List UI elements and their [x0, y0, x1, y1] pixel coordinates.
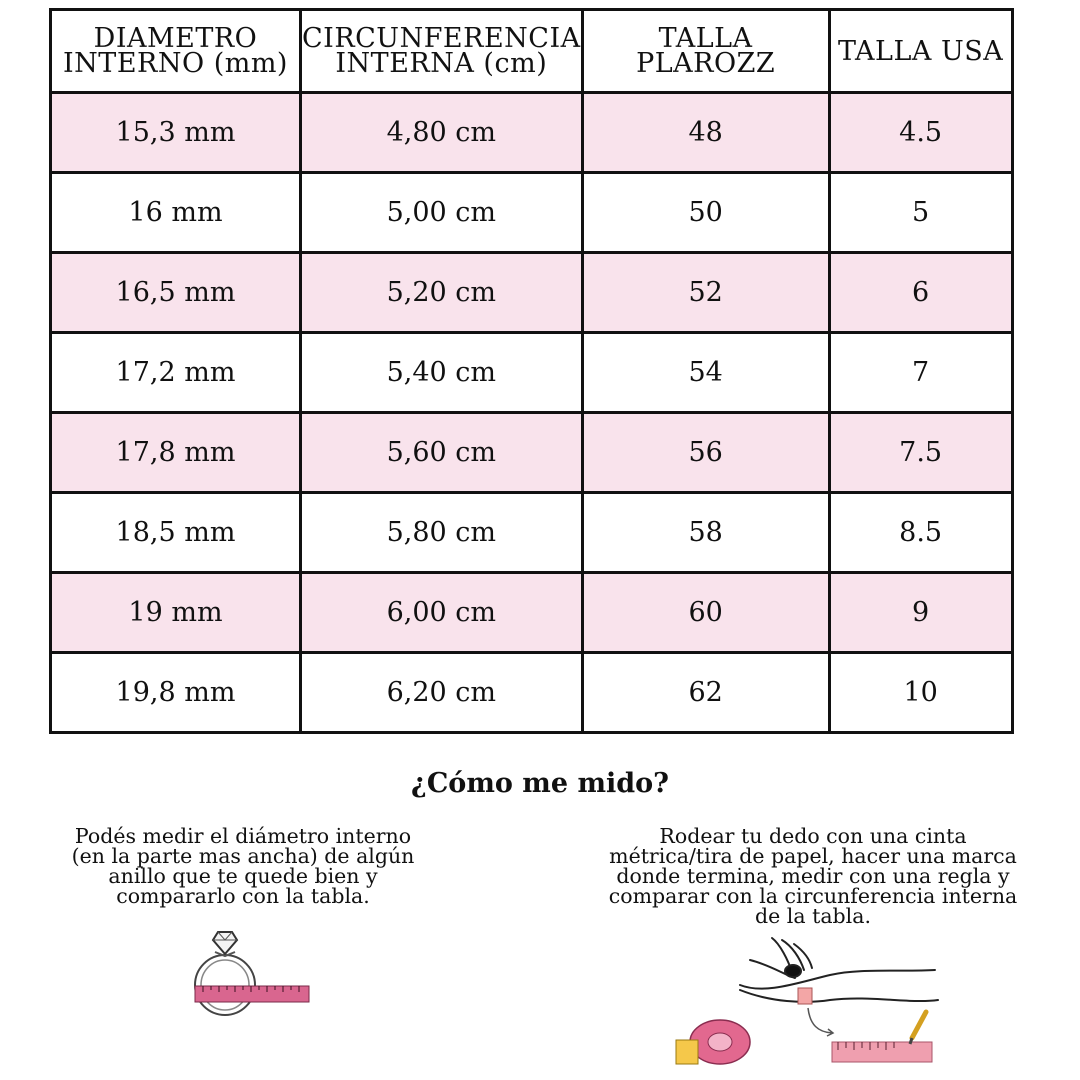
header-talla-usa: TALLA USA [829, 10, 1012, 93]
cell-diametro: 17,2 mm [51, 333, 301, 413]
cell-circunferencia: 6,00 cm [301, 573, 583, 653]
cell-talla-usa: 7 [829, 333, 1012, 413]
how-to-measure-title: ¿Cómo me mido? [411, 768, 669, 799]
header-circunferencia: CIRCUNFERENCIA INTERNA (cm) [301, 10, 583, 93]
table-row [51, 413, 1013, 493]
header-diametro: DIAMETRO INTERNO (mm) [51, 10, 301, 93]
cell-talla-plarozz: 62 [582, 653, 829, 733]
cell-talla-usa: 7.5 [829, 413, 1012, 493]
finger-measure-instructions: Rodear tu dedo con una cinta métrica/tira de papel, hacer una marca donde termina, medir con una regla y comparar con la circunferencia interna de la tabla. [608, 824, 1018, 928]
ruler-icon [195, 986, 309, 1002]
cell-circunferencia: 5,80 cm [301, 493, 583, 573]
ring-size-table [49, 8, 1014, 734]
cell-circunferencia: 4,80 cm [301, 93, 583, 173]
cell-talla-usa: 8.5 [829, 493, 1012, 573]
cell-talla-usa: 9 [829, 573, 1012, 653]
table-row [51, 573, 1013, 653]
cell-talla-usa: 4.5 [829, 93, 1012, 173]
cell-talla-usa: 6 [829, 253, 1012, 333]
cell-circunferencia: 5,40 cm [301, 333, 583, 413]
cell-talla-usa: 10 [829, 653, 1012, 733]
cell-diametro: 15,3 mm [51, 93, 301, 173]
table-row [51, 173, 1013, 253]
cell-talla-plarozz: 48 [582, 93, 829, 173]
table-header-row [51, 10, 1013, 93]
ring-measure-instructions: Podés medir el diámetro interno (en la parte mas ancha) de algún anillo que te quede bien y compararlo con la tabla. [71, 824, 415, 908]
cell-talla-usa: 5 [829, 173, 1012, 253]
table-row [51, 493, 1013, 573]
measuring-tape-icon [676, 1020, 750, 1064]
cell-talla-plarozz: 58 [582, 493, 829, 573]
cell-circunferencia: 5,20 cm [301, 253, 583, 333]
cell-circunferencia: 6,20 cm [301, 653, 583, 733]
hand-tape-illustration [670, 930, 950, 1070]
table-row [51, 253, 1013, 333]
cell-diametro: 19,8 mm [51, 653, 301, 733]
cell-diametro: 18,5 mm [51, 493, 301, 573]
table-row [51, 653, 1013, 733]
pencil-icon [910, 1012, 926, 1044]
table-row [51, 93, 1013, 173]
cell-talla-plarozz: 56 [582, 413, 829, 493]
ring-icon [195, 932, 255, 1015]
cell-diametro: 16,5 mm [51, 253, 301, 333]
cell-circunferencia: 5,00 cm [301, 173, 583, 253]
cell-talla-plarozz: 54 [582, 333, 829, 413]
cell-diametro: 16 mm [51, 173, 301, 253]
cell-talla-plarozz: 50 [582, 173, 829, 253]
cell-talla-plarozz: 60 [582, 573, 829, 653]
cell-diametro: 17,8 mm [51, 413, 301, 493]
ring-ruler-illustration [185, 930, 320, 1020]
hand-icon [740, 938, 938, 1002]
table-row [51, 333, 1013, 413]
cell-talla-plarozz: 52 [582, 253, 829, 333]
cell-diametro: 19 mm [51, 573, 301, 653]
header-talla-plarozz: TALLA PLAROZZ [582, 10, 829, 93]
cell-circunferencia: 5,60 cm [301, 413, 583, 493]
